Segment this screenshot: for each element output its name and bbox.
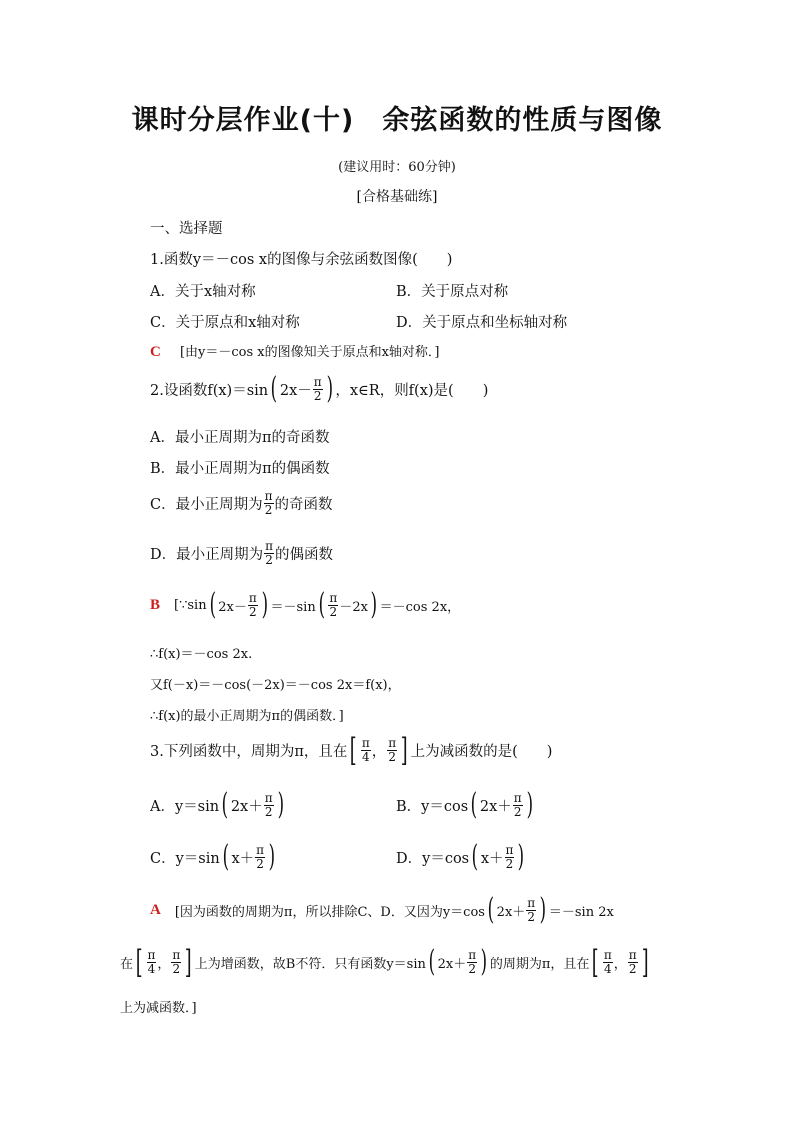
q3-answer-letter: A (150, 901, 161, 918)
page-title: 课时分层作业(十) 余弦函数的性质与图像 (131, 105, 663, 136)
q2-answer-line-2: ∴f(x)＝－cos 2x. (150, 647, 253, 662)
q3-option-a: A．y＝sin ( 2x＋ $\frac{\pi}{2}$ ) (150, 787, 284, 822)
q1-stem: 1.函数y＝－cos x的图像与余弦函数图像( ) (150, 252, 453, 268)
q2-option-d-text: D．最小正周期为 (150, 547, 264, 563)
q2-stem-c: ，x∈R，则f(x)是( ) (335, 382, 489, 399)
right-paren: ) (326, 371, 333, 406)
q1-option-c: C．关于原点和x轴对称 (150, 315, 300, 331)
q2-option-c-tail: 的奇函数 (274, 497, 333, 513)
q1-option-b: B．关于原点对称 (396, 284, 509, 300)
q3-answer-line-2: 在 [ $\frac{\pi}{4}$ ， $\frac{\pi}{2}$ ] 上为增函数，故B不符．只有函数y＝sin ( 2x＋ $\frac{\pi}{2}$ ) 的周期为π，且在 [ $\frac{\pi}{4}$ ， $\frac{\pi}{2}$ ] (120, 943, 649, 981)
q3-stem-b: 上为减函数的是( ) (410, 743, 553, 760)
q3-option-c: C．y＝sin ( x＋ $\frac{\pi}{2}$ ) (150, 839, 276, 874)
q2-option-b: B．最小正周期为π的偶函数 (150, 461, 330, 477)
q2-answer-line-4: ∴f(x)的最小正周期为π的偶函数．] (150, 709, 344, 724)
q1-answer (150, 341, 440, 361)
q3-stem-a: 3.下列函数中，周期为π，且在 (150, 743, 348, 760)
q2-answer-line-1: B [∵sin ( 2x－ $\frac{\pi}{2}$ ) ＝－sin ( $\frac{\pi}{2}$ －2x ) ＝－cos 2x， (150, 587, 461, 622)
q1-option-a: A．关于x轴对称 (150, 284, 256, 300)
q2-stem (150, 371, 489, 406)
q2-answer-line-3: 又f(－x)＝－cos(－2x)＝－cos 2x＝f(x)， (150, 678, 401, 693)
q1-answer-text: [由y＝－cos x的图像知关于原点和x轴对称．] (179, 345, 440, 360)
fraction-pi-over-2: $\frac{\pi}{2}$ (313, 374, 322, 403)
q2-option-d-tail: 的偶函数 (275, 547, 334, 563)
left-paren: ( (270, 371, 278, 406)
q2-stem-a: 2.设函数f(x)＝sin (150, 382, 269, 399)
q3-option-d: D．y＝cos ( x＋ $\frac{\pi}{2}$ ) (396, 839, 525, 874)
part-heading: 一、选择题 (150, 221, 223, 237)
q1-answer-letter: C (150, 344, 161, 360)
q1-option-d: D．关于原点和坐标轴对称 (396, 315, 568, 331)
q2-stem-b: 2x－ (279, 382, 312, 399)
q3-stem: 3.下列函数中，周期为π，且在 [ $\frac{\pi}{4}$ ， $\frac{\pi}{2}$ ] 上为减函数的是( ) (150, 731, 553, 769)
suggested-time: (建议用时：60分钟) (338, 160, 456, 175)
q3-answer-line-3: 上为减函数．] (120, 1001, 197, 1016)
q2-option-d (150, 540, 333, 567)
q3-option-b: B．y＝cos ( 2x＋ $\frac{\pi}{2}$ ) (396, 787, 533, 822)
section-heading: [合格基础练] (356, 189, 438, 205)
q3-answer-line-1: A [因为函数的周期为π，所以排除C、D．又因为y＝cos ( 2x＋ $\frac{\pi}{2}$ ) ＝－sin 2x (150, 892, 614, 927)
q2-option-c-text: C．最小正周期为 (150, 497, 263, 513)
q2-answer-letter: B (150, 596, 161, 613)
q2-option-c (150, 490, 333, 517)
q2-option-a: A．最小正周期为π的奇函数 (150, 430, 330, 446)
fraction-pi-over-2: $\frac{\pi}{2}$ (264, 489, 273, 517)
fraction-pi-over-2: $\frac{\pi}{2}$ (265, 539, 274, 567)
